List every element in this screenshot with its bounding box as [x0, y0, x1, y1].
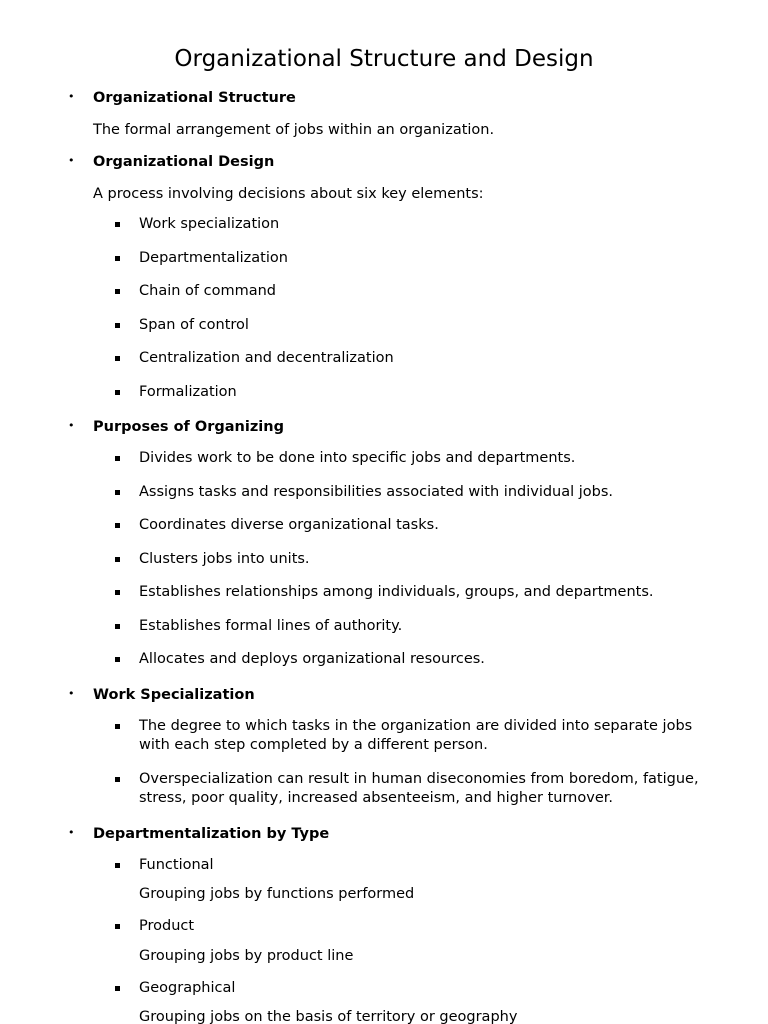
section-heading-row: [0, 87, 768, 109]
list-item-text: Overspecialization can result in human diseconomies from boredom, fatigue, stress, poor quality, increased absenteeism, and higher turnover.: [139, 770, 699, 806]
square-bullet-icon: [115, 924, 120, 929]
list-item-text: Allocates and deploys organizational resources.: [139, 651, 485, 667]
list-item-text: Clusters jobs into units.: [139, 550, 310, 567]
bullet-icon: •: [68, 686, 75, 700]
outline-section: [0, 151, 768, 402]
list-item-text: Chain of command: [139, 283, 276, 299]
list-item-text: Functional: [139, 856, 214, 873]
list-item: [139, 516, 726, 536]
square-bullet-icon: [115, 390, 120, 395]
list-item: [139, 249, 726, 269]
list-item-text: Product: [139, 918, 195, 934]
list-item: [139, 215, 726, 235]
section-heading-row: [0, 151, 768, 173]
list-item: [139, 856, 726, 876]
section-heading-row: [0, 823, 768, 845]
outline-section: [0, 684, 768, 809]
document-title: Organizational Structure and Design: [174, 46, 594, 72]
square-bullet-icon: [115, 624, 120, 629]
outline-section: [0, 823, 768, 1024]
square-bullet-icon: [115, 356, 120, 361]
square-bullet-icon: [115, 724, 120, 729]
list-item: [139, 383, 726, 403]
square-bullet-icon: [115, 523, 120, 528]
bullet-icon: •: [68, 825, 75, 839]
section-heading-row: [0, 684, 768, 706]
section-title: Work Specialization: [93, 686, 255, 703]
section-title: Purposes of Organizing: [93, 419, 284, 435]
square-bullet-icon: [115, 222, 120, 227]
list-item-description: Grouping jobs on the basis of territory or geography: [139, 1009, 518, 1024]
list-item: [139, 917, 726, 937]
section-description: The formal arrangement of jobs within an organization.: [93, 122, 495, 138]
list-item-text: Establishes relationships among individuals, groups, and departments.: [139, 584, 654, 600]
list-item: [139, 483, 726, 503]
square-bullet-icon: [115, 863, 120, 868]
list-item: [139, 550, 726, 570]
list-item-text: Assigns tasks and responsibilities associated with individual jobs.: [139, 483, 614, 500]
list-item: [139, 770, 726, 809]
list-item-text: Span of control: [139, 316, 249, 333]
list-item: [139, 979, 726, 999]
square-bullet-icon: [115, 323, 120, 328]
list-item: [139, 316, 726, 336]
list-item-text: Divides work to be done into specific jobs and departments.: [139, 450, 576, 466]
square-bullet-icon: [115, 490, 120, 495]
square-bullet-icon: [115, 777, 120, 782]
square-bullet-icon: [115, 289, 120, 294]
square-bullet-icon: [115, 590, 120, 595]
list-item-description: Grouping jobs by product line: [139, 947, 354, 964]
list-item: [139, 282, 726, 302]
outline-section: [0, 416, 768, 670]
section-description: A process involving decisions about six key elements:: [93, 186, 484, 202]
outline-section: [0, 87, 768, 140]
section-title: Organizational Design: [93, 154, 275, 170]
list-item-text: Formalization: [139, 383, 237, 400]
square-bullet-icon: [115, 657, 120, 662]
list-item: [139, 717, 726, 756]
list-item: [139, 449, 726, 469]
list-item-text: Work specialization: [139, 216, 280, 232]
square-bullet-icon: [115, 557, 120, 562]
list-item: [139, 583, 726, 603]
list-item: [139, 617, 726, 637]
list-item-text: Centralization and decentralization: [139, 350, 394, 366]
bullet-icon: •: [68, 154, 75, 167]
section-title: Organizational Structure: [93, 90, 296, 106]
list-item: [139, 650, 726, 670]
section-title: Departmentalization by Type: [93, 825, 330, 842]
bullet-icon: •: [68, 419, 75, 432]
square-bullet-icon: [115, 456, 120, 461]
list-item-text: Coordinates diverse organizational tasks.: [139, 517, 439, 533]
bullet-icon: •: [68, 90, 75, 103]
square-bullet-icon: [115, 256, 120, 261]
document-content: [0, 87, 768, 1024]
section-heading-row: [0, 416, 768, 438]
list-item: [139, 349, 726, 369]
list-item-text: Geographical: [139, 979, 236, 996]
list-item-text: The degree to which tasks in the organization are divided into separate jobs with each step completed by a different person.: [139, 717, 693, 753]
list-item-description: Grouping jobs by functions performed: [139, 886, 415, 902]
list-item-text: Establishes formal lines of authority.: [139, 617, 403, 634]
list-item-text: Departmentalization: [139, 249, 288, 266]
square-bullet-icon: [115, 986, 120, 991]
